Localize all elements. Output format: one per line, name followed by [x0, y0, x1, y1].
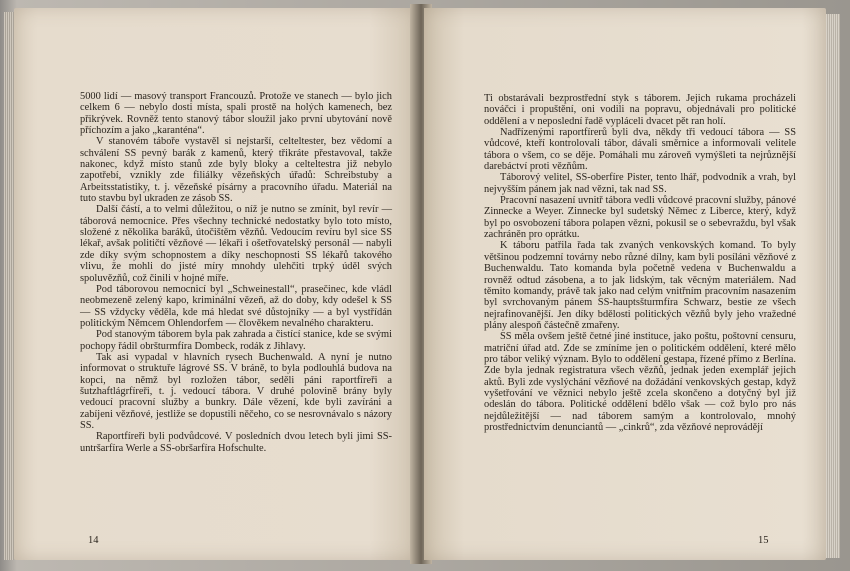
paragraph: K táboru patřila řada tak zvaných venkovských komand. To byly většinou podzemní továrny nebo různé dílny, kam byli posíláni vězňové z Buchenwaldu. Tato komanda byla početně vedena v Buchenwaldu a rovněž odtud zásobena, a to jak lidským, tak věcným materiálem. Nad těmito komandy, právě tak jako nad celým vnitřním pracovním nasazením byl svrchovaným pánem SS-hauptsšturmfíra Schwarz, bestie ze všech nejrafinovanější. Jen díky bdělosti politických vězňů byly jeho vražedné plány alespoň částečně zmařeny.: [484, 240, 796, 331]
paragraph: Nadřízenými raportfírerů byli dva, někdy tři vedoucí tábora — SS vůdcové, kteří kontrolovali tábor, dávali směrnice a informovali velitele tábora o všem, co se děje. Pomáhali mu zároveň vymýšleti ta nejrůznější darebáctví proti vězňům.: [484, 127, 796, 173]
left-page-edges: [4, 12, 14, 560]
page-number: 15: [758, 535, 769, 546]
right-page-edges: [826, 14, 840, 558]
paragraph: Pracovní nasazení uvnitř tábora vedli vůdcové pracovní služby, pánové Zinnecke a Weyer. Zinnecke byl sudetský Němec z Liberce, který, když byl po osvobození tábora polapen vězni, pokusil se o sebevraždu, byl však zachráněn pro oprátku.: [484, 195, 796, 241]
paragraph: Raportfíreři byli podvůdcové. V posledních dvou letech byli jimi SS-untršarfíra Werle a SS-obršarfíra Hofschulte.: [80, 431, 392, 454]
page-number: 14: [88, 535, 99, 546]
right-page-text: [484, 93, 796, 433]
paragraph: Pod stanovým táborem byla pak zahrada a čistící stanice, kde se svými pochopy řádil obršturmfíra Dombeck, rodák z Jihlavy.: [80, 329, 392, 352]
paragraph: SS měla ovšem ještě četné jiné instituce, jako poštu, poštovní censuru, matriční úřad atd. Zde se zmíníme jen o politickém oddělení, které mělo pro tábor veliký význam. Bylo to oddělení gestapa, řízené přímo z Berlína. Zde byla jednak registratura všech vězňů, jednak jeden exemplář jejich aktů. Byli zde vyslýchání vězňové na dožádání venkovských gestap, když vyšetřování ve věznici nebylo ještě zcela skončeno a dotyčný byl již odeslán do tábora. Politické oddělení bdělo však — což bylo pro nás nejdůležitější — nad táborem samým a kontrolovalo, mnohý prostřednictvím denunciantů — „cinkrů“, zda vězňové neprovádějí: [484, 331, 796, 433]
left-page: [14, 8, 418, 560]
paragraph: Ti obstarávali bezprostřední styk s táborem. Jejich rukama procházeli nováčci i propuštění, oni vodili na popravu, objednávali pro politické oddělení a v neposlední řadě vypláceli dvacet pět ran holí.: [484, 93, 796, 127]
left-page-text: [80, 91, 392, 454]
paragraph: Táborový velitel, SS-oberfíre Pister, tento lhář, podvodník a vrah, byl nejvyšším pánem jak nad vězni, tak nad SS.: [484, 172, 796, 195]
paragraph: Pod táborovou nemocnicí byl „Schweinestall“, prasečinec, kde vládl neobmezeně zelený kapo, kriminální vězeň, až do doby, kdy odešel k SS — SS vždycky věděla, kde má hledat své důstojníky — a byl vystřídán politickým Němcem Ohlendorfem — člověkem nevalného charakteru.: [80, 283, 392, 329]
paragraph: Tak asi vypadal v hlavních rysech Buchenwald. A nyní je nutno informovat o struktuře lágrové SS. V bráně, to byla podlouhlá budova na kopci, na němž byl rozložen tábor, seděli páni raportfíreři a šutzhaftlágrfíreři, t. j. vedoucí tábora. V druhé polovině brány byly vedoucí pracovní služby a bunkry. Dále vězení, kde byli zavíráni a zabíjeni vězňové, jestliže se dopustili něčeho, co se nesrovnávalo s názory SS.: [80, 351, 392, 431]
paragraph: 5000 lidí — masový transport Francouzů. Protože ve stanech — bylo jich celkem 6 — nebylo dosti místa, spali prostě na holých kamenech, bez přikrývek. Rovněž tento stanový tábor sloužil jako první ubytování nově příchozím a jako „karanténa“.: [80, 91, 392, 137]
paragraph: Další částí, a to velmi důležitou, o níž je nutno se zmínit, byl revír — táborová nemocnice. Přes všechny technické nedostatky bylo toto místo, složené z několika baráků, útočištěm vězňů. Vedoucím revíru byl sice SS lékař, avšak političtí vězňové — lékaři i ošetřovatelský personál — nabyli zde díky svým schopnostem a díky neschopnosti SS lékařů takového vlivu, že mohli do jisté míry mnohdy ulehčiti trpký úděl svých spoluvězňů, což činili v hojné míře.: [80, 204, 392, 284]
right-page: [424, 8, 826, 560]
paragraph: V stanovém táboře vystavěl si nejstarší, celteltester, bez vědomí a schválení SS pevný barák z kamenů, který třikráte přestavoval, takže nakonec, když místo stanů zde byly bloky a celteltestra již nebylo zapotřebí, vznikly zde filiálky vězeňských úřadů: Schreibstuby a Arbeitsstatistiky, t. j. vězeňské písárny a pracovního úřadu. Materiál na tuto stavbu byl ukraden ze zásob SS.: [80, 136, 392, 205]
